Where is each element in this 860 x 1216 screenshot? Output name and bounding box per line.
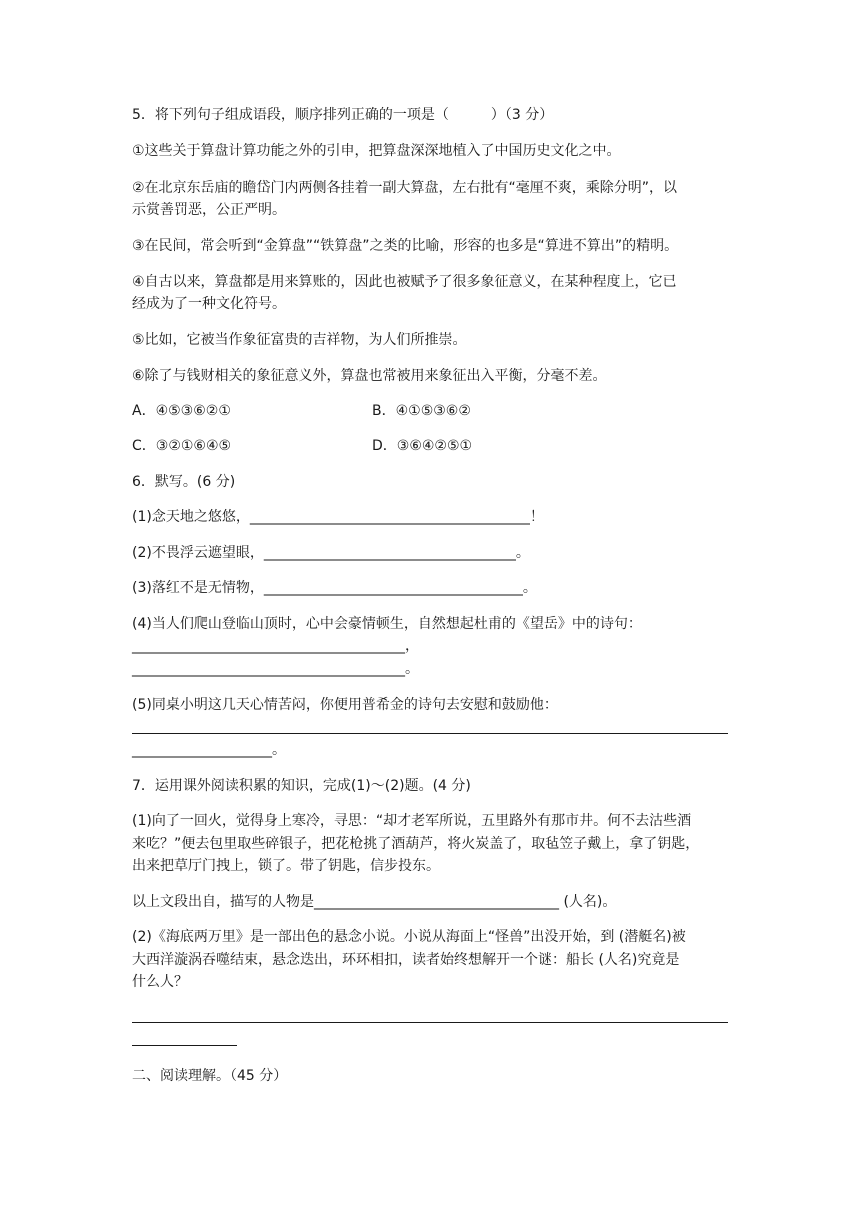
q5-sentence-4-line-1: ④自古以来，算盘都是用来算账的，因此也被赋予了很多象征意义，在某种程度上，它已 [132, 274, 677, 290]
q6-item-3-prompt: (3)落红不是无情物， [132, 580, 264, 596]
q6-item-4-answer-2[interactable]: _______________________________________ [132, 661, 405, 677]
q6-item-1 [132, 507, 544, 527]
q6-item-4-prompt: (4)当人们爬山登临山顶时，心中会豪情顿生，自然想起杜甫的《望岳》中的诗句： [132, 616, 642, 632]
q6-item-5-answer-line[interactable] [132, 733, 728, 734]
q7-item-2-line-3: 什么人？ [132, 974, 188, 990]
q7-title: 7．运用课外阅读积累的知识，完成(1)～(2)题。(4 分) [132, 778, 471, 794]
q7-item-2-answer-line[interactable] [132, 1022, 728, 1023]
q7-passage-line-1: (1)向了一回火，觉得身上寒冷，寻思：“却才老军所说，五里路外有那市井。何不去沽些酒 [132, 813, 692, 829]
q6-item-2-prompt: (2)不畏浮云遮望眼， [132, 545, 264, 561]
q6-item-5-answer-2[interactable]: ____________________ [132, 742, 272, 758]
q5-sentence-1: ①这些关于算盘计算功能之外的引申，把算盘深深地植入了中国历史文化之中。 [132, 143, 621, 159]
q6-item-5-line-2: ____________________。 [132, 742, 286, 758]
q5-sentence-6: ⑥除了与钱财相关的象征意义外，算盘也常被用来象征出入平衡，分毫不差。 [132, 368, 607, 384]
section-2-heading: 二、阅读理解。（45 分） [132, 1068, 288, 1084]
q6-item-3-answer[interactable]: _____________________________________ [263, 580, 523, 596]
q5-option-c[interactable]: C．③②①⑥④⑤ [132, 438, 232, 454]
q5-sentence-2-line-1: ②在北京东岳庙的瞻岱门内两侧各挂着一副大算盘，左右批有“毫厘不爽，乘除分明”，以 [132, 180, 678, 196]
q7-item-2-line-2: 大西洋漩涡吞噬结束，悬念迭出，环环相扣，读者始终想解开一个谜：船长 (人名)究竟是 [132, 952, 680, 968]
q6-title: 6．默写。(6 分) [132, 474, 236, 490]
q7-passage-line-2: 来吃？”便去包里取些碎银子，把花枪挑了酒葫芦，将火炭盖了，取毡笠子戴上，拿了钥匙， [132, 836, 700, 852]
q6-item-1-end: ！ [529, 509, 544, 525]
q7-item-2-line-1: (2)《海底两万里》是一部出色的悬念小说。小说从海面上“怪兽”出没开始，到 (潜艇名)被 [132, 929, 686, 945]
q5-option-a[interactable]: A．④⑤③⑥②① [132, 403, 231, 419]
q6-item-3-end: 。 [522, 580, 537, 596]
q6-item-5-prompt: (5)同桌小明这几天心情苦闷，你便用普希金的诗句去安慰和鼓励他： [132, 697, 558, 713]
q6-item-3 [132, 578, 537, 598]
q6-item-4-line-2: _______________________________________。 [132, 661, 419, 677]
q6-item-1-answer[interactable]: ________________________________________ [249, 509, 530, 525]
q5-sentence-5: ⑤比如，它被当作象征富贵的吉祥物，为人们所推崇。 [132, 332, 467, 348]
q5-title: 5．将下列句子组成语段，顺序排列正确的一项是（ ）（3 分） [132, 107, 554, 123]
q6-item-2 [132, 543, 530, 563]
q7-item-1-answer[interactable]: ___________________________________ [314, 894, 559, 910]
q6-item-2-answer[interactable]: ____________________________________ [263, 545, 516, 561]
q5-option-d[interactable]: D．③⑥④②⑤① [372, 438, 473, 454]
q5-sentence-4-line-2: 经成为了一种文化符号。 [132, 296, 286, 312]
q5-sentence-2-line-2: 示赏善罚恶，公正严明。 [132, 202, 286, 218]
q7-passage-line-3: 出来把草厅门拽上，锁了。带了钥匙，信步投东。 [132, 858, 440, 874]
q6-item-1-prompt: (1)念天地之悠悠， [132, 509, 250, 525]
q6-item-4-line-1: _______________________________________， [132, 638, 419, 654]
q6-item-4-answer-1[interactable]: _______________________________________ [132, 638, 405, 654]
q6-item-2-end: 。 [515, 545, 530, 561]
q7-item-1-question: 以上文段出自，描写的人物是___________________________________ (人名)。 [132, 894, 617, 910]
q7-item-2-answer-line-2[interactable] [132, 1045, 237, 1046]
q5-option-b[interactable]: B．④①⑤③⑥② [372, 403, 471, 419]
q5-sentence-3: ③在民间，常会听到“金算盘”“铁算盘”之类的比喻，形容的也多是“算进不算出”的精明。 [132, 238, 679, 254]
